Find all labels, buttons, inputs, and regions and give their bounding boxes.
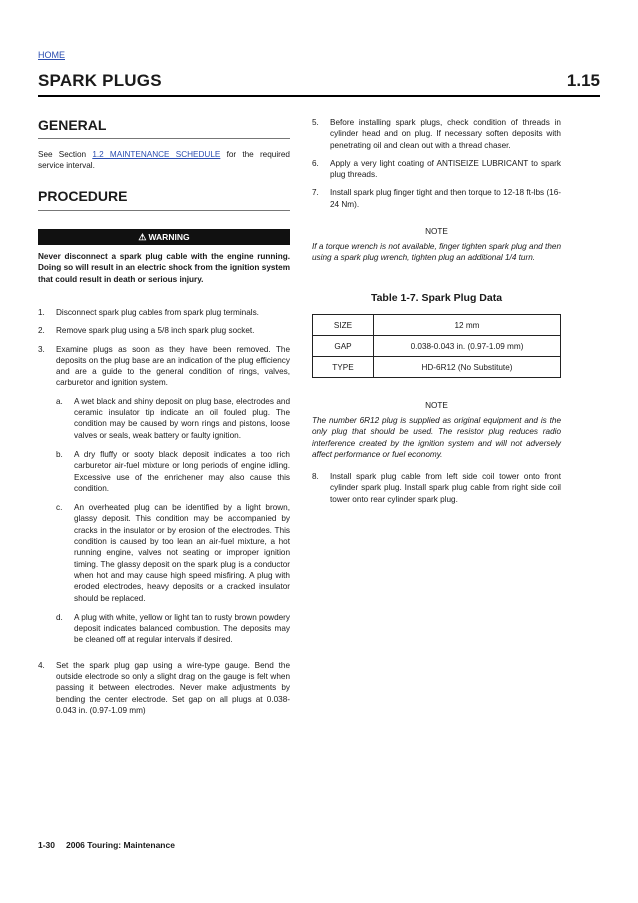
step-4: 4. Set the spark plug gap using a wire-type gauge. Bend the outside electrode so only a slight drag on the gauge is felt when passing it between electrodes. Never make adjustments by bending the center electrode. Set gap on all plugs at 0.038-0.043 in. (0.97-1.09 mm) — [38, 660, 290, 715]
right-steps — [312, 117, 561, 217]
step-8: 8. Install spark plug cable from left side coil tower onto front cylinder spark plug. Install spark plug cable from right side coil tower onto rear cylinder spark plug. — [312, 472, 561, 504]
note-label-1: NOTE — [425, 227, 448, 236]
general-heading: GENERAL — [38, 117, 107, 133]
table-value: 0.038-0.043 in. (0.97-1.09 mm) — [374, 336, 561, 357]
step-3: 3. Examine plugs as soon as they have been removed. The deposits on the plug base are an indication of the plug efficiency and are a guide to the general condition of rings, valves, carburetor and ignition system. — [38, 344, 290, 388]
step-2: 2. Remove spark plug using a 5/8 inch spark plug socket. — [38, 326, 255, 336]
maintenance-schedule-link[interactable]: 1.2 MAINTENANCE SCHEDULE — [92, 150, 221, 159]
sub-step-d: d. A plug with white, yellow or light tan to rusty brown powdery deposit indicates balanced combustion. The deposits may be cleaned off at regular intervals if desired. — [56, 612, 290, 645]
step-1: 1. Disconnect spark plug cables from spark plug terminals. — [38, 308, 259, 317]
note-text-1: If a torque wrench is not available, finger tighten spark plug and then using a spark plug wrench, tighten plug an additional 1/4 turn. — [312, 242, 561, 263]
note-text-2: The number 6R12 plug is supplied as original equipment and is the only plug that should be used. The resistor plug reduces radio interference created by the ignition system and will not adversely affect performance or fuel economy. — [312, 416, 561, 459]
table-title: Table 1-7. Spark Plug Data — [370, 292, 503, 304]
left-steps — [38, 307, 290, 723]
table-key: SIZE — [313, 315, 374, 336]
warning-text: Never disconnect a spark plug cable with the engine running. Doing so will result in an electric shock from the ignition system that could result in death or serious injury. — [38, 252, 290, 284]
table-row — [313, 357, 561, 378]
page-title: SPARK PLUGS — [38, 71, 162, 90]
step-5: 5. Before installing spark plugs, check condition of threads in cylinder head and on plug. If necessary soften deposits with penetrating oil and clean out with a thread chaser. — [312, 118, 561, 150]
warning-icon: ⚠ — [138, 232, 147, 242]
sub-step-a: a. A wet black and shiny deposit on plug base, electrodes and ceramic insulator tip indicate an oil fouled plug. The condition may be caused by worn rings and pistons, loose valves or seals, weak battery or faulty ignition. — [56, 396, 290, 440]
sub-step-b: b. A dry fluffy or sooty black deposit indicates a too rich carburetor air-fuel mixture or long periods of engine idling. Excessive use of the enrichener may also cause this condition. — [56, 449, 290, 493]
procedure-rule — [38, 210, 290, 211]
table-key: GAP — [313, 336, 374, 357]
step-7: 7. Install spark plug finger tight and then torque to 12-18 ft-lbs (16-24 Nm). — [312, 188, 561, 209]
title-rule — [38, 95, 600, 97]
procedure-heading: PROCEDURE — [38, 188, 128, 204]
table-row — [313, 336, 561, 357]
step-6: 6. Apply a very light coating of ANTISEIZE LUBRICANT to spark plug threads. — [312, 158, 561, 180]
spark-plug-data-table — [312, 314, 561, 378]
right-steps-2 — [312, 471, 561, 512]
sub-step-c: c. An overheated plug can be identified by a light brown, glassy deposit. This condition may be accompanied by cracks in the insulator or by erosion of the electrodes. This condition is caused by too lean an air-fuel mixture, a hot running engine, valves not seating or improper ignition timing. The glassy deposit on the spark plug is a conductor when hot and may cause high speed misfiring. A plug with eroded electrodes, heavy deposits or a cracked insulator should be replaced. — [56, 503, 290, 603]
table-key: TYPE — [313, 357, 374, 378]
warning-banner — [38, 229, 290, 245]
warning-label: WARNING — [148, 232, 190, 242]
footer-title: 2006 Touring: Maintenance — [66, 840, 175, 850]
table-row — [313, 315, 561, 336]
footer-page-number: 1-30 — [38, 840, 56, 850]
note-label-2: NOTE — [425, 401, 448, 410]
table-value: HD-6R12 (No Substitute) — [374, 357, 561, 378]
general-text: See Section 1.2 MAINTENANCE SCHEDULE for the required service interval. — [38, 150, 290, 171]
section-number: 1.15 — [566, 71, 600, 90]
general-rule — [38, 138, 290, 139]
table-value: 12 mm — [374, 315, 561, 336]
home-link[interactable]: HOME — [38, 50, 65, 60]
